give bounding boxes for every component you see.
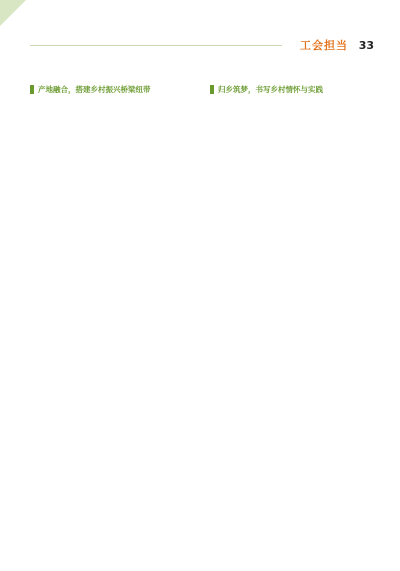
right-column [210,80,374,551]
page-number: 33 [358,39,374,52]
page-header [30,36,374,56]
section-heading-text: 产地融合，搭建乡村振兴桥梁纽带 [38,85,151,94]
header-rule [30,45,282,46]
heading-marker-icon [210,85,214,94]
article-body [30,80,374,551]
left-column [30,80,194,551]
section-title: 工会担当 [300,39,348,52]
corner-decoration [0,0,26,26]
section-heading-text: 归乡筑梦，书写乡村情怀与实践 [218,85,323,94]
heading-marker-icon [30,85,34,94]
section-heading [30,84,194,95]
section-heading [210,84,374,95]
